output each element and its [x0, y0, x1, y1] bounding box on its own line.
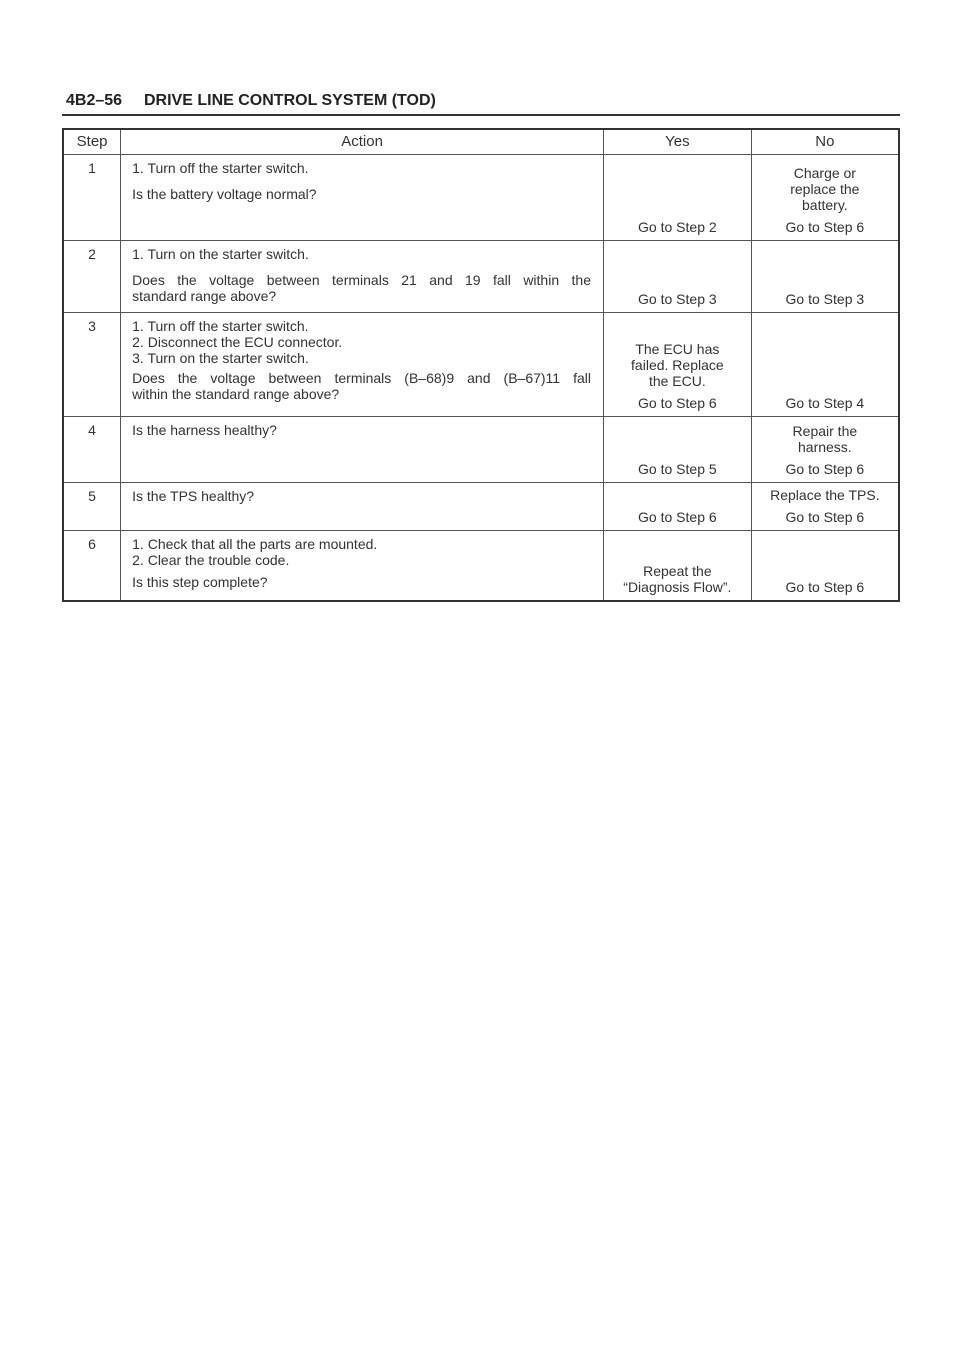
page-header — [66, 92, 900, 116]
no-cell — [751, 531, 899, 601]
no-cell — [751, 417, 899, 483]
action-line: 1. Check that all the parts are mounted. — [132, 536, 378, 552]
yes-line: Go to Step 2 — [638, 219, 717, 235]
no-cell — [751, 241, 899, 313]
yes-cell — [604, 483, 752, 531]
no-line: harness. — [798, 439, 852, 455]
yes-line: Go to Step 6 — [638, 509, 717, 525]
action-question: Is the battery voltage normal? — [132, 186, 317, 202]
action-line: 3. Turn on the starter switch. — [132, 350, 309, 366]
yes-line: “Diagnosis Flow”. — [623, 578, 732, 595]
table-header-row — [63, 129, 899, 155]
action-question: standard range above? — [132, 288, 277, 304]
action-cell — [121, 531, 604, 601]
action-question: Is the harness healthy? — [132, 422, 277, 438]
yes-line: the ECU. — [648, 373, 706, 389]
action-question: Does the voltage between terminals 21 and 19 fall within the — [132, 272, 592, 288]
column-header-step: Step — [63, 129, 121, 155]
yes-cell — [604, 313, 752, 417]
action-question: Does the voltage between terminals (B–68)9 and (B–67)11 fall — [132, 370, 592, 386]
yes-line: Repeat the — [643, 562, 712, 579]
yes-line: Go to Step 5 — [638, 461, 717, 477]
yes-line: Go to Step 6 — [638, 395, 717, 411]
no-line: Go to Step 4 — [785, 395, 865, 411]
action-line: 2. Clear the trouble code. — [132, 552, 290, 568]
column-header-yes: Yes — [604, 129, 752, 155]
no-line: Go to Step 6 — [785, 578, 865, 595]
action-cell — [121, 155, 604, 241]
no-cell — [751, 155, 899, 241]
step-number: 3 — [63, 313, 121, 417]
yes-cell — [604, 531, 752, 601]
action-cell — [121, 313, 604, 417]
yes-line: Go to Step 3 — [638, 291, 717, 307]
table-row — [63, 483, 899, 531]
no-line: Repair the — [792, 423, 858, 439]
action-question: Is this step complete? — [132, 574, 268, 590]
no-line: replace the — [790, 181, 860, 197]
step-number: 2 — [63, 241, 121, 313]
action-line: 1. Turn off the starter switch. — [132, 318, 309, 334]
section-code: 4B2–56 — [66, 92, 123, 109]
no-line: battery. — [802, 197, 848, 213]
step-number: 1 — [63, 155, 121, 241]
no-line: Charge or — [793, 165, 856, 181]
yes-cell — [604, 241, 752, 313]
action-line: 1. Turn off the starter switch. — [132, 160, 309, 176]
no-line: Replace the TPS. — [770, 487, 880, 503]
no-cell — [751, 483, 899, 531]
step-number: 4 — [63, 417, 121, 483]
page-title: DRIVE LINE CONTROL SYSTEM (TOD) — [144, 92, 436, 109]
table-row — [63, 417, 899, 483]
yes-cell — [604, 155, 752, 241]
no-line: Go to Step 6 — [785, 219, 865, 235]
action-cell — [121, 417, 604, 483]
table-row — [63, 531, 899, 601]
table-row — [63, 155, 899, 241]
no-line: Go to Step 3 — [785, 291, 865, 307]
column-header-no: No — [751, 129, 899, 155]
no-line: Go to Step 6 — [785, 461, 865, 477]
step-number: 6 — [63, 531, 121, 601]
action-line: 2. Disconnect the ECU connector. — [132, 334, 343, 350]
action-cell — [121, 483, 604, 531]
action-question: within the standard range above? — [132, 386, 340, 402]
action-question: Is the TPS healthy? — [132, 488, 255, 504]
yes-cell — [604, 417, 752, 483]
header-rule — [62, 114, 900, 116]
column-header-action: Action — [121, 129, 604, 155]
table-row — [63, 241, 899, 313]
action-cell — [121, 241, 604, 313]
action-line: 1. Turn on the starter switch. — [132, 246, 309, 262]
no-line: Go to Step 6 — [785, 509, 865, 525]
no-cell — [751, 313, 899, 417]
yes-line: The ECU has — [635, 341, 720, 357]
yes-line: failed. Replace — [631, 357, 724, 373]
table-row — [63, 313, 899, 417]
step-number: 5 — [63, 483, 121, 531]
diagnosis-table — [62, 128, 900, 602]
